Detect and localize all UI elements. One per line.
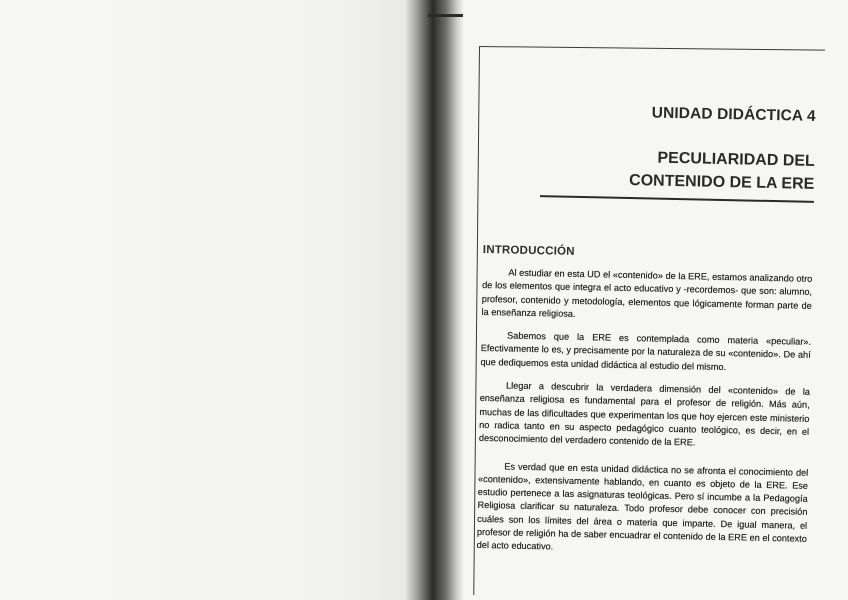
paragraph-4: Es verdad que en esta unidad didáctica no se afronta el conocimiento del «contenido», extensivamente hablando, en cuanto es objeto de la ERE. Ese estudio pertenece a las asignaturas teológicas. Pero sí incumbe a la Pedagogía Religiosa clarificar su naturaleza. Todo profesor debe conocer con precisión cuáles son los límites del área o materia que imparte. De igual manera, el profesor de religión ha de saber encuadrar el contenido de la ERE en el contexto del acto educativo.	[476, 461, 809, 552]
unit-label: UNIDAD DIDÁCTICA 4	[651, 104, 816, 125]
book-spine-shadow	[405, 0, 463, 600]
unit-title	[484, 143, 815, 196]
paragraph-3: Llegar a descubrir la verdadera dimensión del «contenido» de la enseñanza religiosa es fundamental para el profesor de religión. Más aún, muchas de las dificultades que experimentan los que hoy ejercen este ministerio no radica tanto en su aspecto pedagógico cuanto teológico, es decir, en el desconocimiento del verdadero contenido de la ERE.	[478, 380, 811, 448]
page-mark	[26, 22, 42, 32]
title-underline	[540, 195, 814, 203]
unit-title-line1: PECULIARIDAD DEL	[657, 149, 815, 170]
page-edge-line	[428, 14, 468, 17]
unit-title-line2: CONTENIDO DE LA ERE	[628, 172, 815, 193]
paragraph-2: Sabemos que la ERE es contemplada como materia «peculiar». Efectivamente lo es, y precisamente por la naturaleza de su «contenido». De ahí que dediquemos esta unidad didáctica al estudio del mismo.	[480, 330, 812, 372]
page-content	[477, 100, 816, 559]
section-heading: INTRODUCCIÓN	[482, 243, 575, 258]
paragraph-1: Al estudiar en esta UD el «contenido» de la ERE, estamos analizando otro de los elementos que integra el acto educativo y -recordemos- que son: alumno, profesor, contenido y metodología, elementos que lógicamente forman parte de la enseñanza religiosa.	[481, 267, 813, 319]
